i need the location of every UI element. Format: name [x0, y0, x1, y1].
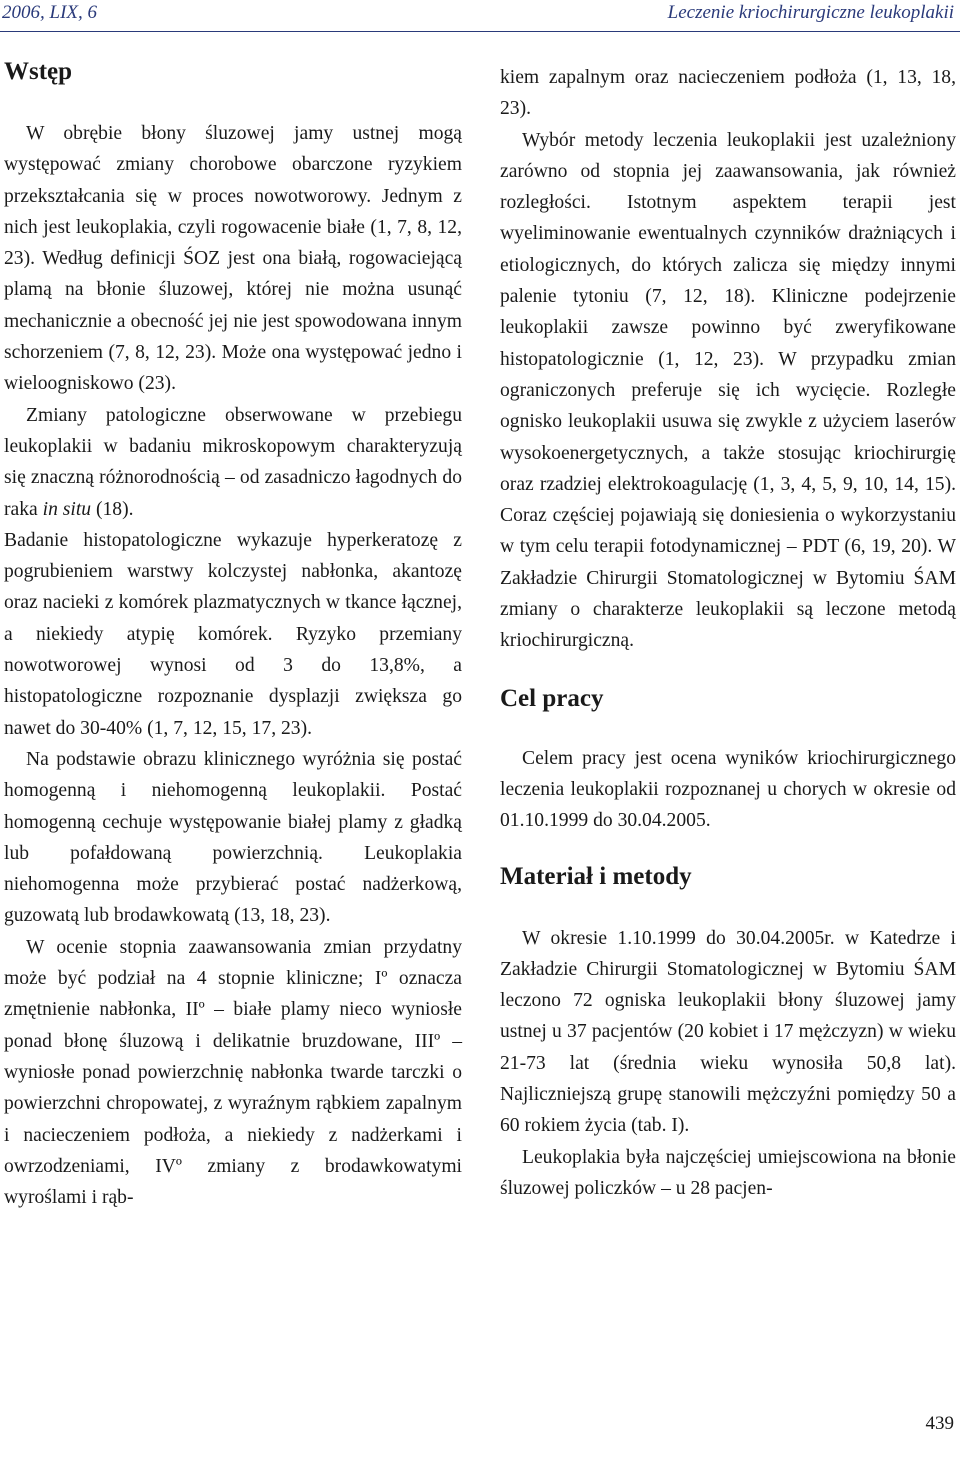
paragraph: Badanie histopatologiczne wykazuje hyperkeratozę z pogrubieniem warstwy kolczystej nabłonka, akantozę oraz nacieki z komórek plazmatycznych w tkance łącznej, a niekiedy atypię komórek. Ryzyko przemiany nowotworowej wynosi od 3 do 13,8%, a histopatologiczne rozpoznanie dysplazji zwiększa go nawet do 30-40% (1, 7, 12, 15, 17, 23).	[4, 529, 462, 739]
paragraph: Leukoplakia była najczęściej umiejscowiona na błonie śluzowej policzków – u 28 pacjen-	[500, 1146, 956, 1199]
left-column	[4, 56, 462, 1213]
journal-issue: 2006, LIX, 6	[2, 2, 97, 23]
header-rule	[0, 31, 960, 32]
paragraph: Wybór metody leczenia leukoplakii jest uzależniony zarówno od stopnia jej zaawansowania, jak również rozległości. Istotnym aspektem terapii jest wyeliminowanie ewentualnych czynników drażniących i etiologicznych, do których zalicza się między innymi palenie tytoniu (7, 12, 18). Kliniczne podejrzenie leukoplakii zawsze powinno być zweryfikowane histopatologicznie (1, 12, 23). W przypadku zmian ograniczonych preferuje się ich wycięcie. Rozległe ognisko leukoplakii usuwa się zwykle z użyciem laserów wysokoenergetycznych, a także stosując kriochirurgię oraz rzadziej elektrokoagulację (1, 3, 4, 5, 9, 10, 14, 15). Coraz częściej pojawiają się doniesienia o wykorzystaniu w tym celu terapii fotodynamicznej – PDT (6, 19, 20). W Zakładzie Chirurgii Stomatologicznej w Bytomiu ŚAM zmiany o charakterze leukoplakii są leczone metodą kriochirurgiczną.	[500, 129, 956, 652]
paragraph: Celem pracy jest ocena wyników kriochirurgicznego leczenia leukoplakii rozpoznanej u chorych w okresie od 01.10.1999 do 30.04.2005.	[500, 747, 956, 832]
paragraph: kiem zapalnym oraz nacieczeniem podłoża (1, 13, 18, 23).	[500, 67, 956, 120]
section-heading-methods: Materiał i metody	[500, 862, 692, 890]
running-header	[0, 2, 960, 28]
paragraph: W ocenie stopnia zaawansowania zmian przydatny może być podział na 4 stopnie kliniczne; Iº oznacza zmętnienie nabłonka, IIº – białe plamy nieco wyniosłe ponad błonę śluzową i delikatnie bruzdowane, IIIº – wyniosłe ponad powierzchnię nabłonka twarde tarczki o powierzchni chropowatej, z wyraźnym rąbkiem zapalnym i nacieczeniem podłoża, a niekiedy z nadżerkami i owrzodzeniami, IVº zmiany z brodawkowatymi wyroślami i rąb-	[4, 936, 462, 1209]
page-number: 439	[925, 1413, 954, 1434]
section-heading-introduction: Wstęp	[4, 58, 73, 85]
right-column	[500, 62, 956, 1204]
paragraph-text: Zmiany patologiczne obserwowane w przebiegu leukoplakii w badaniu mikroskopowym charakteryzują się znaczną różnorodnością – od zasadniczo łagodnych do raka	[4, 404, 462, 520]
paragraph: W okresie 1.10.1999 do 30.04.2005r. w Katedrze i Zakładzie Chirurgii Stomatologicznej w Bytomiu ŚAM leczono 72 ogniska leukoplakii błony śluzowej jamy ustnej u 37 pacjentów (20 kobiet i 17 mężczyzn) w wieku 21-73 lat (średnia wieku wynosiła 50,8 lat). Najliczniejszą grupę stanowili mężczyźni pomiędzy 50 a 60 rokiem życia (tab. I).	[500, 927, 956, 1137]
running-title: Leczenie kriochirurgiczne leukoplakii	[667, 2, 954, 23]
paragraph	[4, 400, 462, 525]
italic-term: in situ	[42, 498, 92, 520]
paragraph: W obrębie błony śluzowej jamy ustnej mogą występować zmiany chorobowe obarczone ryzykiem przekształcania się w proces nowotworowy. Jednym z nich jest leukoplakia, czyli rogowacenie białe (1, 7, 8, 12, 23). Według definicji ŚOZ jest ona białą, rogowaciejącą plamą na błonie śluzowej, której nie można usunąć mechanicznie a obecność jej nie jest spowodowana innym schorzeniem (7, 8, 12, 23). Może ona występować jedno i wieloogniskowo (23).	[4, 123, 462, 395]
section-heading-aim: Cel pracy	[500, 684, 604, 712]
paragraph-text: (18).	[91, 498, 134, 520]
paragraph: Na podstawie obrazu klinicznego wyróżnia się postać homogenną i niehomogenną leukoplakii. Postać homogenną cechuje występowanie białej plamy z gładką lub pofałdowaną powierzchnią. Leukoplakia niehomogenna może przybierać postać nadżerkową, guzowatą lub brodawkowatą (13, 18, 23).	[4, 748, 462, 927]
